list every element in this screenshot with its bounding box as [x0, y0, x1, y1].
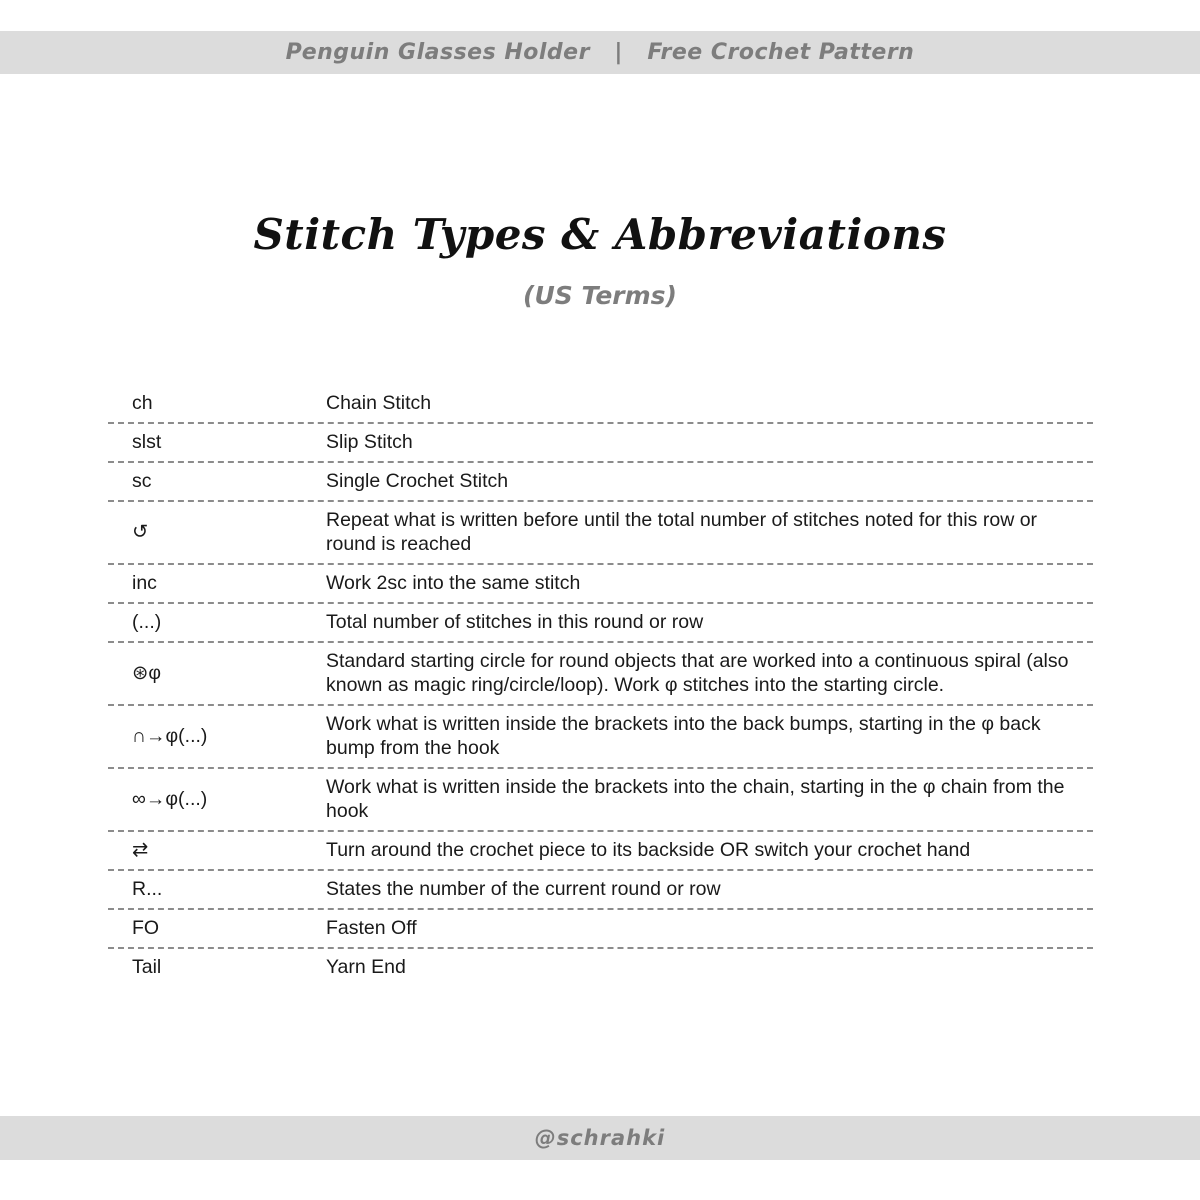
footer-handle: @schrahki: [534, 1126, 666, 1150]
abbreviation-description: Work what is written inside the brackets into the back bumps, starting in the φ back bump from the hook: [326, 713, 1041, 759]
abbreviation-term: ⇄: [132, 839, 149, 861]
abbreviation-term: ∩→φ(...): [132, 724, 208, 747]
abbreviation-description: Turn around the crochet piece to its backside OR switch your crochet hand: [326, 839, 971, 861]
abbreviation-description: Single Crochet Stitch: [326, 470, 509, 492]
header-bar: [0, 31, 1200, 74]
table-row: [108, 832, 1093, 871]
table-row: [108, 769, 1093, 832]
abbreviation-description: Chain Stitch: [326, 392, 432, 414]
abbreviation-term: (...): [132, 610, 162, 633]
table-row: [108, 463, 1093, 502]
abbreviation-term: R...: [132, 877, 163, 900]
abbreviation-term: ⊛φ: [132, 662, 161, 684]
table-row: [108, 502, 1093, 565]
abbreviations-table: [108, 385, 1093, 986]
abbreviation-term: sc: [132, 469, 152, 492]
abbreviation-term: ch: [132, 391, 153, 414]
abbreviation-term: slst: [132, 430, 162, 453]
abbreviation-term: FO: [132, 916, 160, 939]
table-row: [108, 385, 1093, 424]
abbreviation-description: Total number of stitches in this round or row: [326, 611, 704, 633]
table-row: [108, 949, 1093, 986]
abbreviation-term: inc: [132, 571, 157, 594]
table-row: [108, 871, 1093, 910]
page-subtitle: (US Terms): [523, 281, 677, 310]
page-title: Stitch Types & Abbreviations: [253, 210, 947, 259]
abbreviation-description: Fasten Off: [326, 917, 417, 939]
table-row: [108, 565, 1093, 604]
header-title: Penguin Glasses Holder | Free Crochet Pattern: [285, 40, 915, 65]
abbreviation-description: States the number of the current round or row: [326, 878, 721, 900]
table-row: [108, 604, 1093, 643]
table-row: [108, 643, 1093, 706]
abbreviation-term: Tail: [132, 955, 162, 978]
abbreviation-description: Slip Stitch: [326, 431, 413, 453]
abbreviation-description: Repeat what is written before until the total number of stitches noted for this row or round is reached: [326, 509, 1038, 555]
table-row: [108, 706, 1093, 769]
abbreviation-term: ↺: [132, 521, 149, 543]
table-row: [108, 910, 1093, 949]
abbreviation-description: Standard starting circle for round objects that are worked into a continuous spiral (also known as magic ring/circle/loop). Work φ stitches into the starting circle.: [326, 650, 1069, 696]
abbreviation-description: Yarn End: [326, 956, 406, 978]
table-row: [108, 424, 1093, 463]
footer-bar: [0, 1116, 1200, 1160]
abbreviation-description: Work 2sc into the same stitch: [326, 572, 581, 594]
abbreviation-term: ∞→φ(...): [132, 787, 208, 810]
abbreviation-description: Work what is written inside the brackets into the chain, starting in the φ chain from the hook: [326, 776, 1065, 822]
